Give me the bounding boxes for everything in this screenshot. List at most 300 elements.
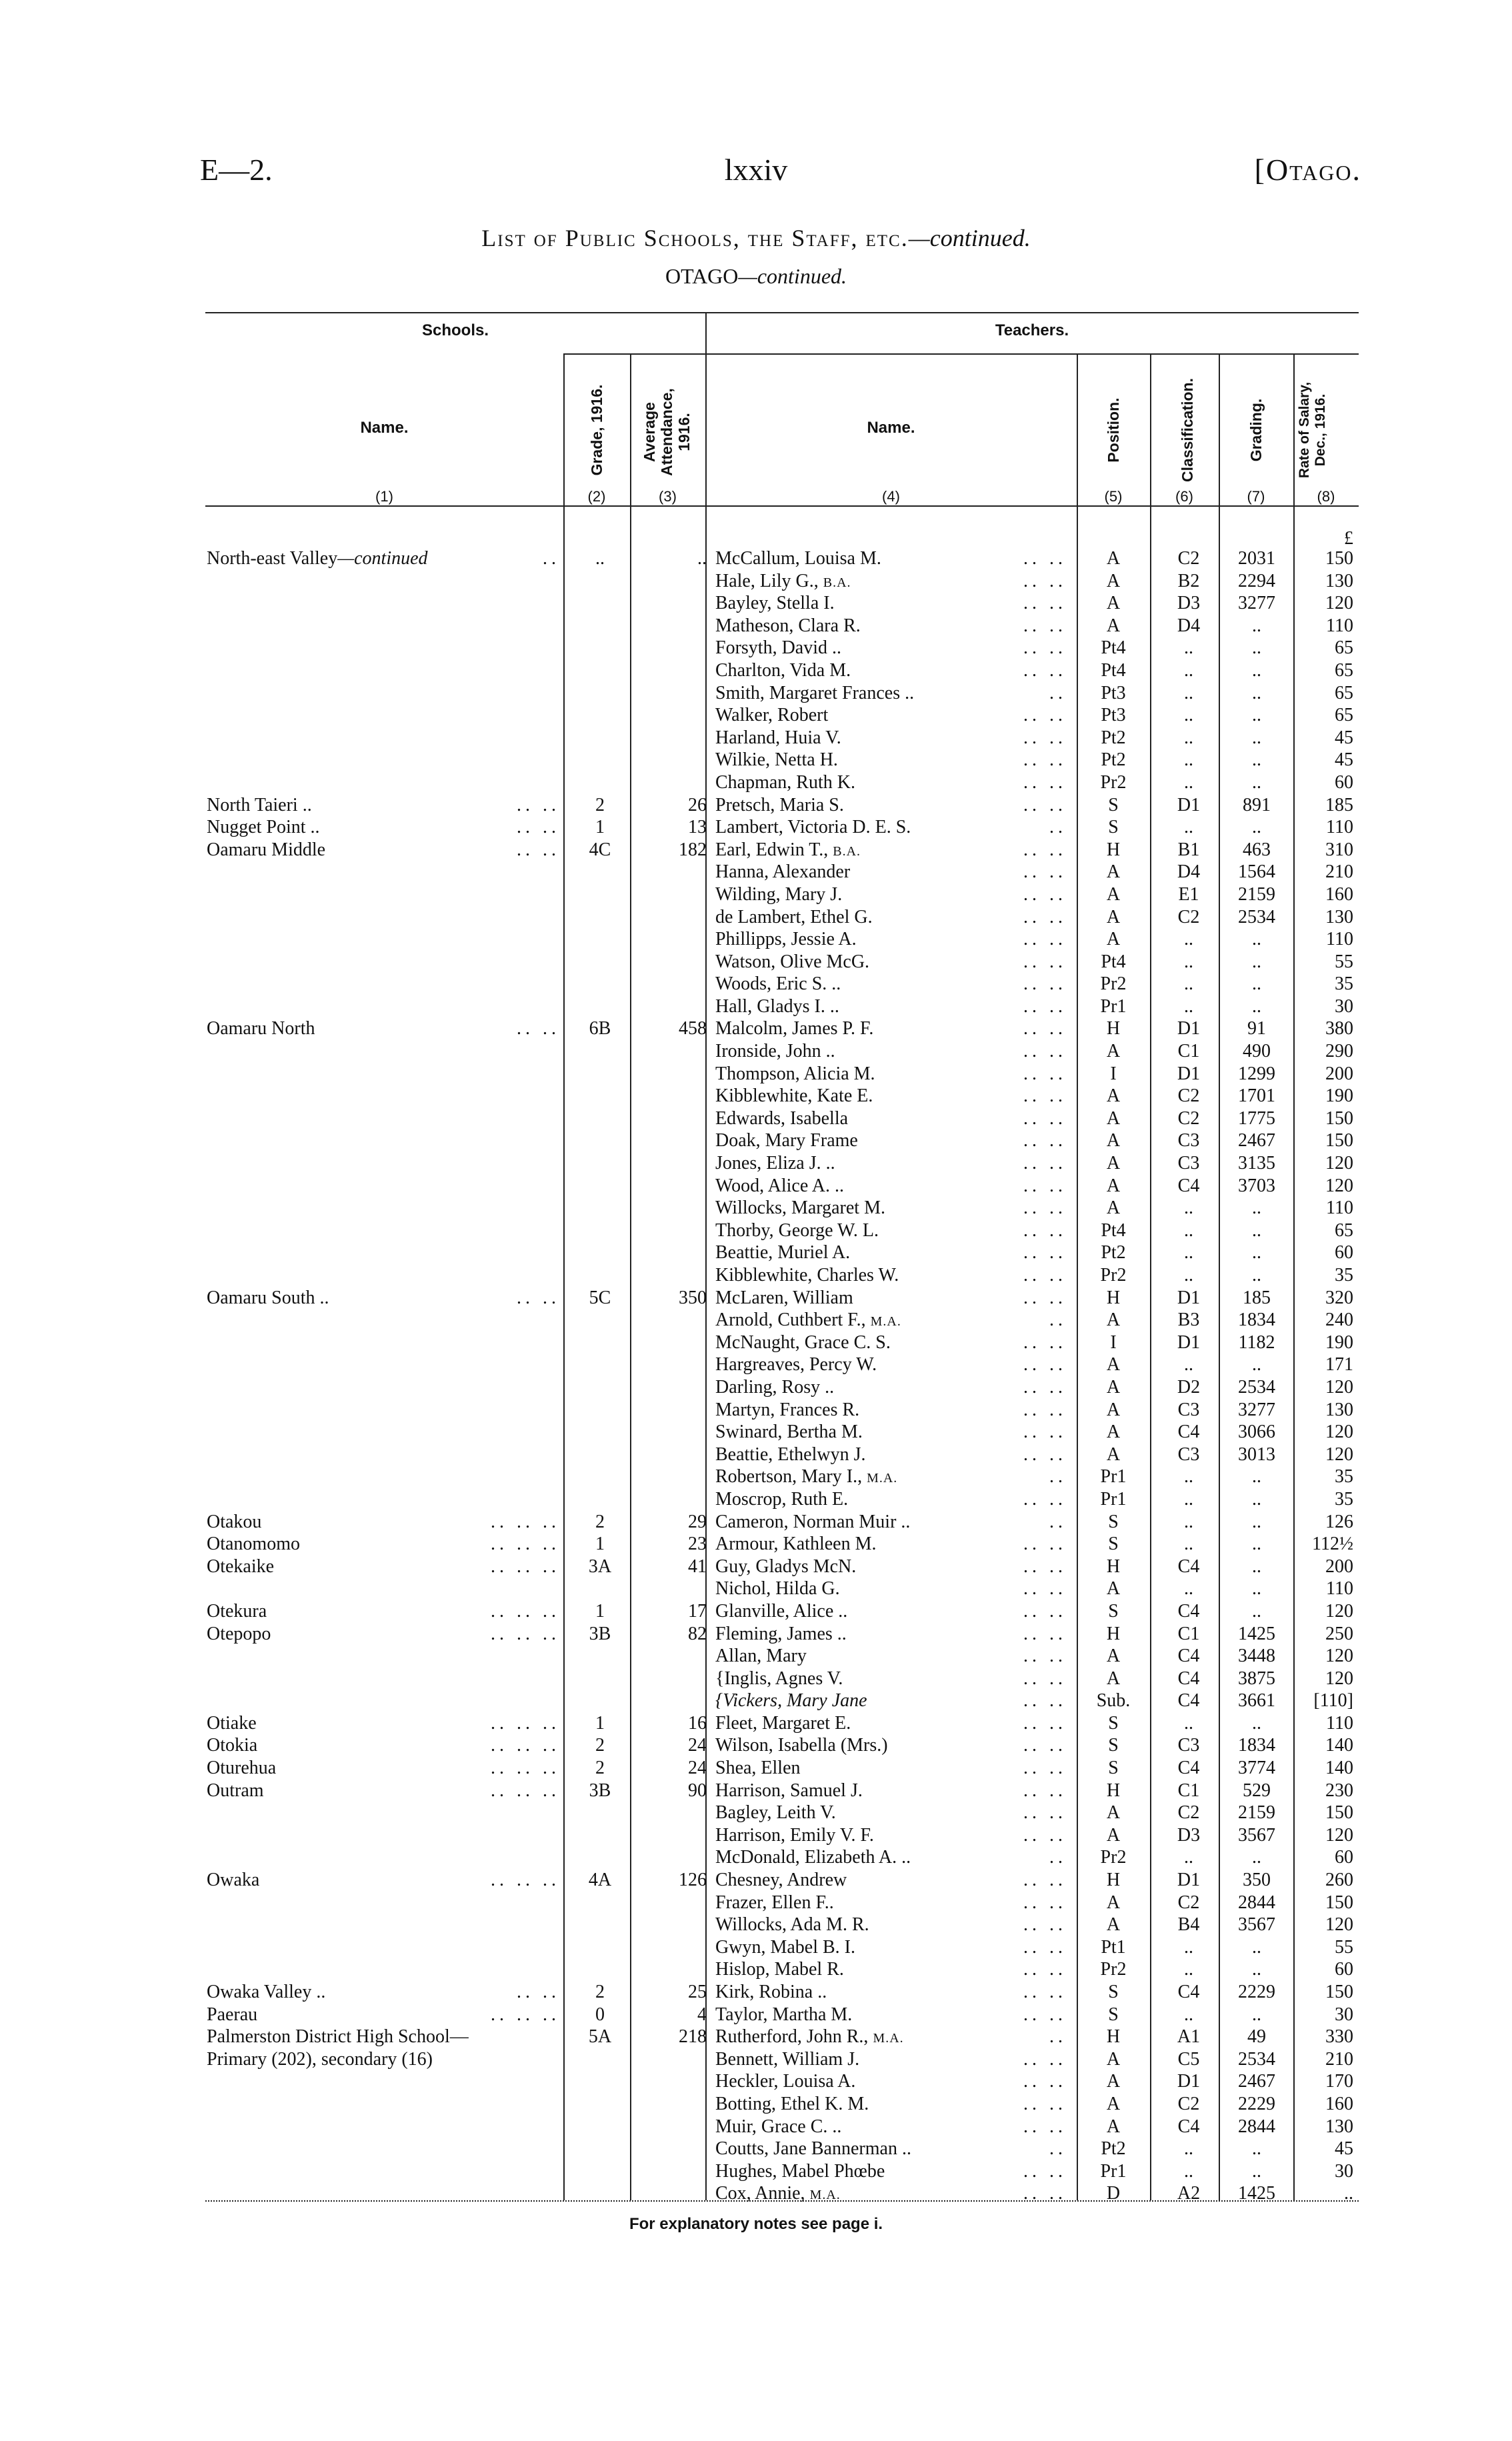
teacher-name-text: Smith, Margaret Frances ..: [715, 682, 915, 703]
table-row: [0, 928, 1512, 951]
school-name-text: Otanomomo: [207, 1534, 300, 1555]
teacher-classification: B2: [1177, 570, 1200, 591]
col-number-7: (7): [1247, 488, 1265, 505]
salary-rate: 55: [1335, 951, 1353, 972]
salary-rate: 200: [1325, 1063, 1353, 1084]
teacher-leader-dots: .. ..: [1023, 1153, 1067, 1174]
teacher-position: A: [1106, 1422, 1121, 1443]
teacher-grading: 1425: [1238, 2183, 1275, 2204]
teacher-name: [715, 1712, 851, 1735]
teacher-position: A: [1106, 1444, 1121, 1465]
teacher-classification: ..: [1184, 2160, 1193, 2182]
teacher-position: A: [1106, 1578, 1121, 1600]
salary-rate: 110: [1326, 1578, 1353, 1600]
school-name: [207, 1780, 264, 1802]
teacher-name: [715, 2182, 841, 2207]
teacher-leader-dots: .. ..: [1023, 615, 1067, 636]
region-label: [Otago.: [1254, 153, 1361, 187]
teacher-name: [715, 816, 911, 839]
table-row: [0, 906, 1512, 929]
salary-rate: 210: [1325, 2048, 1353, 2070]
teacher-classification: ..: [1184, 2004, 1193, 2025]
salary-rate: 65: [1335, 1219, 1353, 1241]
table-row: [0, 1175, 1512, 1197]
teacher-name-text: Fleming, James ..: [715, 1623, 847, 1644]
teacher-leader-dots: .. ..: [1023, 1130, 1067, 1151]
salary-rate: 30: [1335, 995, 1353, 1017]
teacher-classification: D1: [1177, 1870, 1201, 1891]
teacher-grading: 2844: [1238, 1892, 1275, 1913]
teacher-grading: 2294: [1238, 570, 1275, 591]
teacher-position: Pt3: [1101, 705, 1126, 726]
school-leader-dots: .. ..: [517, 1982, 560, 2002]
school-leader-dots: .. .. ..: [491, 1623, 560, 1644]
teacher-name-text: Arnold, Cuthbert F.,: [715, 1310, 871, 1331]
teacher-name-text: McCallum, Louisa M.: [715, 548, 881, 569]
salary-rate: 65: [1335, 659, 1353, 681]
table-row: [0, 1376, 1512, 1399]
salary-rate: 65: [1335, 637, 1353, 659]
teacher-name-text: Edwards, Isabella: [715, 1107, 849, 1129]
school-grade: 4C: [589, 839, 611, 860]
teacher-grading: ..: [1252, 727, 1261, 748]
table-row: [0, 615, 1512, 637]
document-title: [0, 224, 1512, 252]
table-row: [0, 727, 1512, 749]
teacher-name: [715, 1533, 877, 1556]
school-grade: 2: [595, 1735, 605, 1756]
teacher-name: [715, 995, 839, 1018]
salary-rate: 185: [1325, 794, 1353, 815]
teacher-leader-dots: ..: [1049, 682, 1067, 703]
teacher-leader-dots: .. ..: [1023, 1892, 1067, 1913]
salary-rate: 240: [1325, 1310, 1353, 1331]
teacher-name-text: Wilson, Isabella (Mrs.): [715, 1735, 888, 1756]
teacher-position: A: [1106, 593, 1121, 614]
teacher-name: [715, 1376, 834, 1399]
teacher-leader-dots: .. ..: [1023, 861, 1067, 883]
teacher-leader-dots: .. ..: [1023, 1041, 1067, 1062]
salary-rate: 120: [1325, 1668, 1353, 1689]
teacher-position: A: [1106, 1802, 1121, 1824]
teacher-name-text: Woods, Eric S. ..: [715, 973, 841, 995]
col-number-5: (5): [1104, 488, 1123, 505]
teacher-name: [715, 1152, 835, 1175]
teacher-classification: C4: [1177, 1982, 1200, 2002]
teacher-name: [715, 2093, 869, 2116]
teacher-name-text: Chesney, Andrew: [715, 1870, 847, 1891]
teacher-name: [715, 547, 881, 570]
teacher-leader-dots: .. ..: [1023, 1018, 1067, 1039]
title-text: List of Public Schools, the Staff, etc.: [481, 225, 909, 251]
school-name-text: Outram: [207, 1780, 264, 1801]
teacher-grading: 490: [1243, 1041, 1271, 1062]
teacher-leader-dots: .. ..: [1023, 2048, 1067, 2070]
teacher-name: [715, 1936, 855, 1959]
teacher-classification: ..: [1184, 1265, 1193, 1286]
school-leader-dots: .. .. ..: [491, 1534, 560, 1555]
teacher-position: Pt4: [1101, 637, 1126, 659]
title-continued: —continued.: [908, 225, 1031, 251]
teacher-grading: 2467: [1238, 1130, 1275, 1151]
school-leader-dots: .. ..: [517, 839, 560, 860]
teacher-name: [715, 771, 855, 794]
table-row: [0, 2048, 1512, 2071]
average-attendance: 126: [679, 1870, 707, 1891]
teacher-name: [715, 839, 861, 863]
salary-rate: 120: [1325, 1444, 1353, 1465]
table-row: [0, 973, 1512, 995]
teacher-position: H: [1106, 1780, 1121, 1801]
teacher-name: [715, 883, 842, 906]
teacher-name: [715, 1287, 853, 1310]
table-row: [0, 1578, 1512, 1600]
teacher-grading: 91: [1247, 1018, 1266, 1039]
school-name: [207, 1556, 274, 1578]
teacher-leader-dots: .. ..: [1023, 1534, 1067, 1555]
table-row: [0, 883, 1512, 906]
subtitle-continued: —continued.: [738, 264, 847, 288]
teacher-grading: ..: [1252, 1712, 1261, 1734]
teacher-grading: ..: [1252, 659, 1261, 681]
school-grade: 5C: [589, 1287, 611, 1308]
table-row: [0, 1780, 1512, 1802]
teacher-leader-dots: .. ..: [1023, 1175, 1067, 1196]
teacher-classification: ..: [1184, 1847, 1193, 1868]
teacher-classification: D1: [1177, 1018, 1201, 1039]
salary-rate: 30: [1335, 2160, 1353, 2182]
teacher-classification: D1: [1177, 2071, 1201, 2092]
table-row: [0, 794, 1512, 817]
teacher-name: [715, 1197, 885, 1219]
teacher-leader-dots: .. ..: [1023, 1735, 1067, 1756]
salary-rate: 210: [1325, 861, 1353, 883]
teacher-classification: C2: [1177, 548, 1200, 569]
teacher-leader-dots: .. ..: [1023, 1444, 1067, 1465]
teacher-grading: ..: [1252, 1265, 1261, 1286]
salary-rate: 120: [1325, 1646, 1353, 1667]
average-attendance: 82: [688, 1623, 707, 1644]
teacher-leader-dots: .. ..: [1023, 1982, 1067, 2002]
currency-symbol: £: [1344, 528, 1353, 549]
schools-heading: Schools.: [421, 321, 489, 339]
teacher-classification: ..: [1184, 1959, 1193, 1980]
teacher-name: [715, 1444, 866, 1466]
teacher-name: [715, 1824, 874, 1847]
teacher-name-text: Wood, Alice A. ..: [715, 1175, 844, 1196]
teacher-name-text: McLaren, William: [715, 1287, 853, 1308]
degree-abbrev: M.A.: [870, 1314, 901, 1330]
school-name-text: Palmerston District High School—: [207, 2026, 469, 2048]
teacher-name: [715, 1354, 877, 1376]
school-name: [207, 2048, 433, 2071]
salary-rate: 190: [1325, 1332, 1353, 1353]
salary-rate: 320: [1325, 1287, 1353, 1308]
average-attendance: 13: [688, 817, 707, 838]
teacher-leader-dots: .. ..: [1023, 2116, 1067, 2137]
school-leader-dots: .. ..: [517, 1018, 560, 1039]
teacher-name-text: Rutherford, John R.,: [715, 2026, 873, 2048]
teacher-grading: 3448: [1238, 1646, 1275, 1667]
teacher-grading: 2031: [1238, 548, 1275, 569]
average-attendance: 25: [688, 1982, 707, 2002]
teacher-classification: A2: [1177, 2183, 1201, 2204]
school-name: [207, 1734, 257, 1757]
teacher-name-text: Willocks, Margaret M.: [715, 1197, 885, 1219]
document-subtitle: [0, 264, 1512, 289]
school-name: [207, 1623, 271, 1646]
school-grade: 0: [595, 2004, 605, 2025]
teacher-name-text: Taylor, Martha M.: [715, 2004, 853, 2025]
school-name: [207, 839, 325, 861]
school-grade: 2: [595, 794, 605, 815]
teacher-position: S: [1108, 817, 1119, 838]
table-row: [0, 570, 1512, 593]
classification-heading: Classification.: [1179, 378, 1196, 482]
teacher-classification: ..: [1184, 705, 1193, 726]
teacher-name: [715, 794, 844, 817]
table-row: [0, 547, 1512, 570]
teacher-leader-dots: ..: [1049, 817, 1067, 838]
table-row: [0, 1511, 1512, 1534]
teacher-classification: C4: [1177, 1600, 1200, 1622]
school-name: [207, 794, 312, 817]
schools-sub-rule: [563, 353, 707, 355]
teacher-name-text: Malcolm, James P. F.: [715, 1018, 874, 1039]
teacher-classification: ..: [1184, 1219, 1193, 1241]
school-name: [207, 2004, 257, 2026]
table-row: [0, 749, 1512, 771]
teacher-name-text: Hislop, Mabel R.: [715, 1959, 844, 1980]
salary-rate: 230: [1325, 1780, 1353, 1801]
teacher-name: [715, 1958, 844, 1981]
teacher-leader-dots: .. ..: [1023, 1376, 1067, 1398]
teacher-leader-dots: .. ..: [1023, 2160, 1067, 2182]
teacher-grading: 2534: [1238, 906, 1275, 927]
teacher-classification: D4: [1177, 615, 1201, 636]
teacher-position: A: [1106, 906, 1121, 927]
teacher-leader-dots: .. ..: [1023, 929, 1067, 950]
teacher-grading: 3774: [1238, 1758, 1275, 1779]
school-leader-dots: .. ..: [517, 794, 560, 815]
teacher-name: [715, 973, 841, 995]
teacher-name-text: Cameron, Norman Muir ..: [715, 1511, 911, 1532]
teacher-position: Pt4: [1101, 1219, 1126, 1241]
teacher-classification: C4: [1177, 1646, 1200, 1667]
salary-rate: 150: [1325, 1982, 1353, 2002]
teacher-classification: ..: [1184, 659, 1193, 681]
table-row: [0, 2093, 1512, 2116]
teacher-name-text: Thompson, Alicia M.: [715, 1063, 875, 1084]
teacher-name: [715, 1264, 899, 1287]
teacher-leader-dots: .. ..: [1023, 1085, 1067, 1107]
teacher-position: H: [1106, 839, 1121, 860]
school-leader-dots: .. ..: [517, 1287, 560, 1308]
teacher-name: [715, 2048, 859, 2071]
school-leader-dots: .. .. ..: [491, 1712, 560, 1734]
teacher-position: A: [1106, 929, 1121, 950]
table-row: [0, 659, 1512, 682]
col-number-6: (6): [1175, 488, 1193, 505]
teacher-name: [715, 592, 835, 615]
teacher-position: H: [1106, 2026, 1121, 2048]
teacher-classification: C4: [1177, 1422, 1200, 1443]
table-row: [0, 2160, 1512, 2183]
salary-rate: 65: [1335, 705, 1353, 726]
teacher-grading: ..: [1252, 1534, 1261, 1555]
teacher-position: S: [1108, 1758, 1119, 1779]
table-row: [0, 1332, 1512, 1354]
teacher-name-text: Chapman, Ruth K.: [715, 771, 855, 793]
teacher-grading: 2534: [1238, 2048, 1275, 2070]
teacher-leader-dots: .. ..: [1023, 1063, 1067, 1084]
teacher-name: [715, 570, 851, 595]
teacher-position: Pr1: [1100, 1466, 1127, 1488]
teacher-leader-dots: .. ..: [1023, 593, 1067, 614]
teacher-grading: ..: [1252, 951, 1261, 972]
teacher-name-text: Allan, Mary: [715, 1646, 807, 1667]
teacher-name-text: Glanville, Alice ..: [715, 1600, 848, 1622]
teacher-name-text: Kibblewhite, Charles W.: [715, 1265, 899, 1286]
teacher-grading: ..: [1252, 973, 1261, 995]
teacher-leader-dots: .. ..: [1023, 1399, 1067, 1420]
teacher-name-text: Wilding, Mary J.: [715, 883, 843, 905]
teacher-grading: 1425: [1238, 1623, 1275, 1644]
teacher-position: S: [1108, 1511, 1119, 1532]
teacher-classification: ..: [1184, 1242, 1193, 1264]
table-row: [0, 1107, 1512, 1130]
teacher-position: A: [1106, 1130, 1121, 1151]
teacher-name: [715, 2138, 911, 2160]
salary-rate: 130: [1325, 1399, 1353, 1420]
school-name-text: North Taieri ..: [207, 794, 312, 815]
teacher-name: [715, 1892, 834, 1914]
salary-rate: 120: [1325, 1376, 1353, 1398]
teacher-classification: C3: [1177, 1735, 1200, 1756]
salary-rate: 290: [1325, 1041, 1353, 1062]
teacher-classification: ..: [1184, 2138, 1193, 2160]
table-row: [0, 704, 1512, 727]
teacher-leader-dots: .. ..: [1023, 1265, 1067, 1286]
table-row: [0, 839, 1512, 861]
teacher-name-text: Kibblewhite, Kate E.: [715, 1085, 873, 1107]
teacher-grading: 2534: [1238, 1376, 1275, 1398]
school-grade: 6B: [589, 1018, 611, 1039]
salary-rate: 150: [1325, 1892, 1353, 1913]
teacher-grading: ..: [1252, 1488, 1261, 1510]
average-attendance: 29: [688, 1511, 707, 1532]
teacher-position: A: [1106, 2093, 1121, 2114]
school-name: [207, 1287, 329, 1310]
teacher-position: A: [1106, 1085, 1121, 1107]
school-grade: 3B: [589, 1623, 611, 1644]
teacher-position: S: [1108, 1982, 1119, 2002]
salary-rate: 120: [1325, 593, 1353, 614]
teacher-classification: C3: [1177, 1130, 1200, 1151]
teacher-grading: ..: [1252, 995, 1261, 1017]
degree-abbrev: M.A.: [873, 2031, 904, 2046]
school-grade: 1: [595, 817, 605, 838]
teacher-leader-dots: .. ..: [1023, 1690, 1067, 1712]
teacher-grading: 3567: [1238, 1914, 1275, 1936]
teachers-sub-rule: [707, 353, 1359, 355]
teacher-name: [715, 2026, 904, 2050]
table-row: [0, 861, 1512, 883]
teacher-leader-dots: .. ..: [1023, 1600, 1067, 1622]
teacher-position: A: [1106, 548, 1121, 569]
teacher-name-text: Robertson, Mary I.,: [715, 1466, 867, 1488]
teacher-name: [715, 1802, 836, 1824]
teacher-name-text: de Lambert, Ethel G.: [715, 906, 873, 927]
teacher-name-text: Muir, Grace C. ..: [715, 2116, 842, 2137]
teacher-leader-dots: .. ..: [1023, 1287, 1067, 1308]
salary-rate: 126: [1325, 1511, 1353, 1532]
salary-rate: 120: [1325, 1600, 1353, 1622]
teacher-leader-dots: .. ..: [1023, 1936, 1067, 1958]
average-attendance: 41: [688, 1556, 707, 1577]
degree-abbrev: M.A.: [867, 1471, 898, 1486]
school-name-text: Primary (202), secondary (16): [207, 2048, 433, 2070]
teacher-leader-dots: .. ..: [1023, 1242, 1067, 1264]
degree-abbrev: B.A.: [833, 843, 861, 859]
table-row: [0, 1287, 1512, 1310]
teacher-name-text: Frazer, Ellen F..: [715, 1892, 834, 1913]
teacher-grading: 185: [1243, 1287, 1271, 1308]
teacher-classification: C3: [1177, 1153, 1200, 1174]
teacher-grading: 3567: [1238, 1824, 1275, 1846]
school-name-text: Otakou: [207, 1511, 262, 1532]
salary-rate: 130: [1325, 906, 1353, 927]
teacher-grading: ..: [1252, 1354, 1261, 1376]
teacher-name-text: Harrison, Samuel J.: [715, 1780, 863, 1801]
salary-rate: 310: [1325, 839, 1353, 860]
teacher-name-text: Hargreaves, Percy W.: [715, 1354, 877, 1376]
school-grade: ..: [595, 548, 605, 569]
teacher-leader-dots: .. ..: [1023, 1422, 1067, 1443]
school-leader-dots: .. ..: [517, 817, 560, 838]
table-row: [0, 1824, 1512, 1847]
teacher-name: [715, 1040, 835, 1063]
teacher-leader-dots: .. ..: [1023, 1824, 1067, 1846]
teacher-name-text: Phillipps, Jessie A.: [715, 929, 857, 950]
teacher-leader-dots: ..: [1049, 1466, 1067, 1488]
salary-rate: 330: [1325, 2026, 1353, 2048]
school-name-text: Nugget Point ..: [207, 817, 320, 838]
teacher-position: A: [1106, 1376, 1121, 1398]
average-attendance: 24: [688, 1735, 707, 1756]
teacher-grading: 3277: [1238, 1399, 1275, 1420]
teacher-position: A: [1106, 1310, 1121, 1331]
school-name-text: Otekaike: [207, 1556, 275, 1577]
teacher-leader-dots: .. ..: [1023, 1197, 1067, 1219]
teacher-grading: 3661: [1238, 1690, 1275, 1712]
teacher-classification: ..: [1184, 682, 1193, 703]
teacher-name: [715, 1309, 901, 1334]
table-row: [0, 951, 1512, 973]
school-grade: 2: [595, 1982, 605, 2002]
teacher-classification: C5: [1177, 2048, 1200, 2070]
teacher-position: Pr2: [1100, 1265, 1127, 1286]
teacher-name: [715, 749, 838, 771]
teachers-heading: Teachers.: [995, 321, 1069, 339]
school-continued: —continued: [337, 548, 428, 569]
teacher-grading: 1834: [1238, 1735, 1275, 1756]
teacher-name: [715, 1645, 807, 1668]
teacher-name: [715, 951, 869, 973]
average-attendance: 16: [688, 1712, 707, 1734]
teacher-grading: 1775: [1238, 1107, 1275, 1129]
teacher-leader-dots: ..: [1049, 1847, 1067, 1868]
